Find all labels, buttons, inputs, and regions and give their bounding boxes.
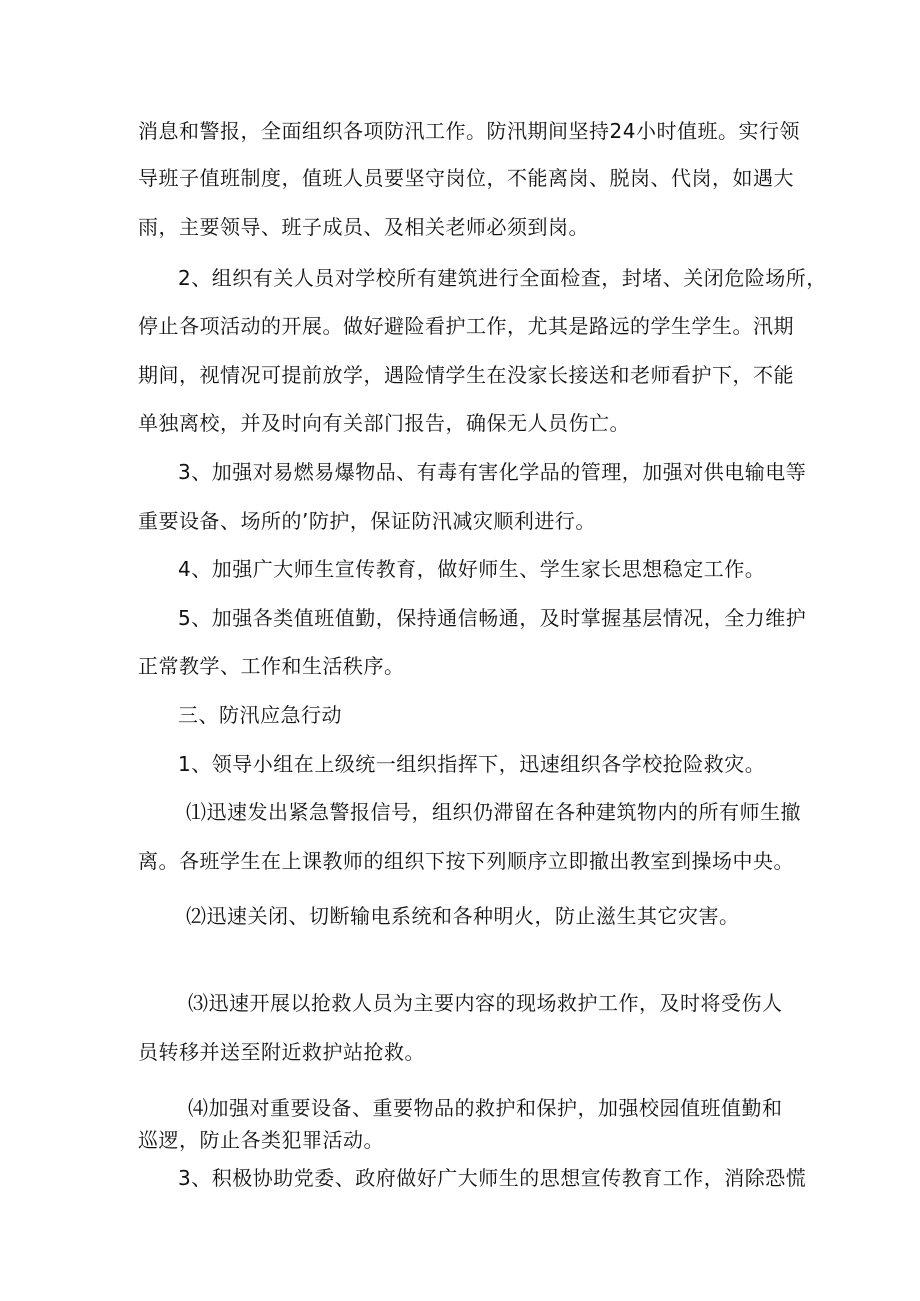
text-line: 导班子值班制度，值班人员要坚守岗位，不能离岗、脱岗、代岗，如遇大 (138, 166, 794, 190)
text-line: ⑷加强对重要设备、重要物品的救护和保护，加强校园值班值勤和 (188, 1096, 783, 1120)
text-line: 雨，主要领导、班子成员、及相关老师必须到岗。 (138, 215, 589, 239)
text-line: 单独离校，并及时向有关部门报告，确保无人员伤亡。 (138, 411, 630, 435)
text-line: 正常教学、工作和生活秩序。 (138, 654, 405, 678)
section-heading: 三、防汛应急行动 (178, 703, 342, 727)
text-line: ⑴迅速发出紧急警报信号，组织仍滞留在各种建筑物内的所有师生撤 (186, 800, 801, 824)
text-line: 巡逻，防止各类犯罪活动。 (138, 1128, 384, 1152)
text-line: 期间，视情况可提前放学，遇险情学生在没家长接送和老师看护下，不能 (138, 363, 794, 387)
text-line: 1、领导小组在上级统一组织指挥下，迅速组织各学校抢险救灾。 (178, 752, 766, 776)
text-line: 4、加强广大师生宣传教育，做好师生、学生家长思想稳定工作。 (178, 557, 766, 581)
text-line: 3、积极协助党委、政府做好广大师生的思想宣传教育工作，消除恐慌 (178, 1166, 807, 1190)
text-line: ⑶迅速开展以抢救人员为主要内容的现场救护工作，及时将受伤人 (188, 991, 783, 1015)
text-line: 5、加强各类值班值勤，保持通信畅通，及时掌握基层情况，全力维护 (178, 606, 807, 630)
text-line: 离。各班学生在上课教师的组织下按下列顺序立即撤出教室到操场中央。 (138, 849, 794, 873)
text-line: ⑵迅速关闭、切断输电系统和各种明火，防止滋生其它灾害。 (186, 904, 740, 928)
text-line: 2、组织有关人员对学校所有建筑进行全面检查，封堵、关闭危险场所， (178, 266, 827, 290)
text-line: 重要设备、场所的’防护，保证防汛减灾顺利进行。 (138, 509, 596, 533)
text-line: 消息和警报，全面组织各项防汛工作。防汛期间坚持24小时值班。实行领 (138, 119, 800, 143)
text-line: 3、加强对易燃易爆物品、有毒有害化学品的管理，加强对供电输电等 (178, 460, 807, 484)
text-line: 员转移并送至附近救护站抢救。 (138, 1040, 425, 1064)
text-line: 停止各项活动的开展。做好避险看护工作，尤其是路远的学生学生。汛期 (138, 314, 794, 338)
